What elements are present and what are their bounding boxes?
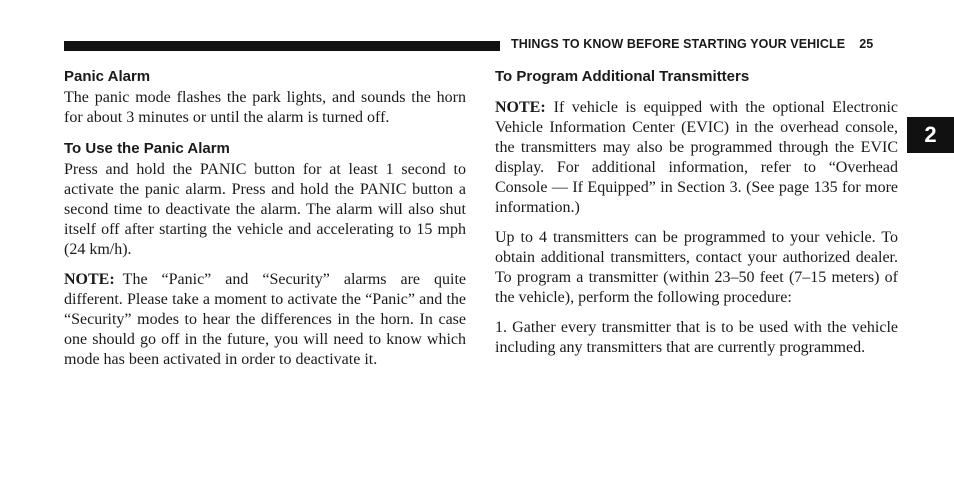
chapter-number: 2 [924,122,937,147]
page-number: 25 [859,37,874,51]
running-header [511,37,873,51]
use-panic-alarm-heading: To Use the Panic Alarm [64,140,230,157]
note-text: If vehicle is equipped with the optional Electronic Vehicle Information Center (EVIC) in the overhead console, the transmitters may also be programmed through the EVIC display. For additional information, refer to “Overhead Console — If Equipped” in Section 3. (See page 135 for more information.) [495,99,898,216]
note-label: NOTE: [64,271,115,288]
right-column [495,66,898,358]
panic-alarm-text: The panic mode flashes the park lights, and sounds the horn for about 3 minutes or until the alarm is turned off. [64,89,466,126]
transmitters-paragraph: Up to 4 transmitters can be programmed to your vehicle. To obtain additional transmitters, contact your authorized dealer. To program a transmitter (within 23–50 feet (7–15 meters) of the vehicle), perform the following procedure: [495,229,898,306]
left-column [64,66,466,370]
note-label: NOTE: [495,99,546,116]
header-rule [64,41,500,51]
panic-note [64,270,466,370]
panic-alarm-heading: Panic Alarm [64,68,151,85]
header-title: THINGS TO KNOW BEFORE STARTING YOUR VEHICLE [511,37,846,51]
evic-note [495,98,898,218]
procedure-step-1: 1. Gather every transmitter that is to be used with the vehicle including any transmitters that are currently programmed. [495,319,898,356]
use-panic-alarm-text: Press and hold the PANIC button for at least 1 second to activate the panic alarm. Press and hold the PANIC button a second time to deactivate the alarm. The alarm will also shut itself off after starting the vehicle and accelerating to 15 mph (24 km/h). [64,161,466,258]
program-transmitters-heading: To Program Additional Transmitters [495,68,750,85]
chapter-tab [907,117,954,153]
note-text: The “Panic” and “Security” alarms are quite different. Please take a moment to activate the “Panic” and the “Security” modes to hear the differences in the horn. In case one should go off in the future, you will need to know which mode has been activated in order to deactivate it. [64,271,466,368]
